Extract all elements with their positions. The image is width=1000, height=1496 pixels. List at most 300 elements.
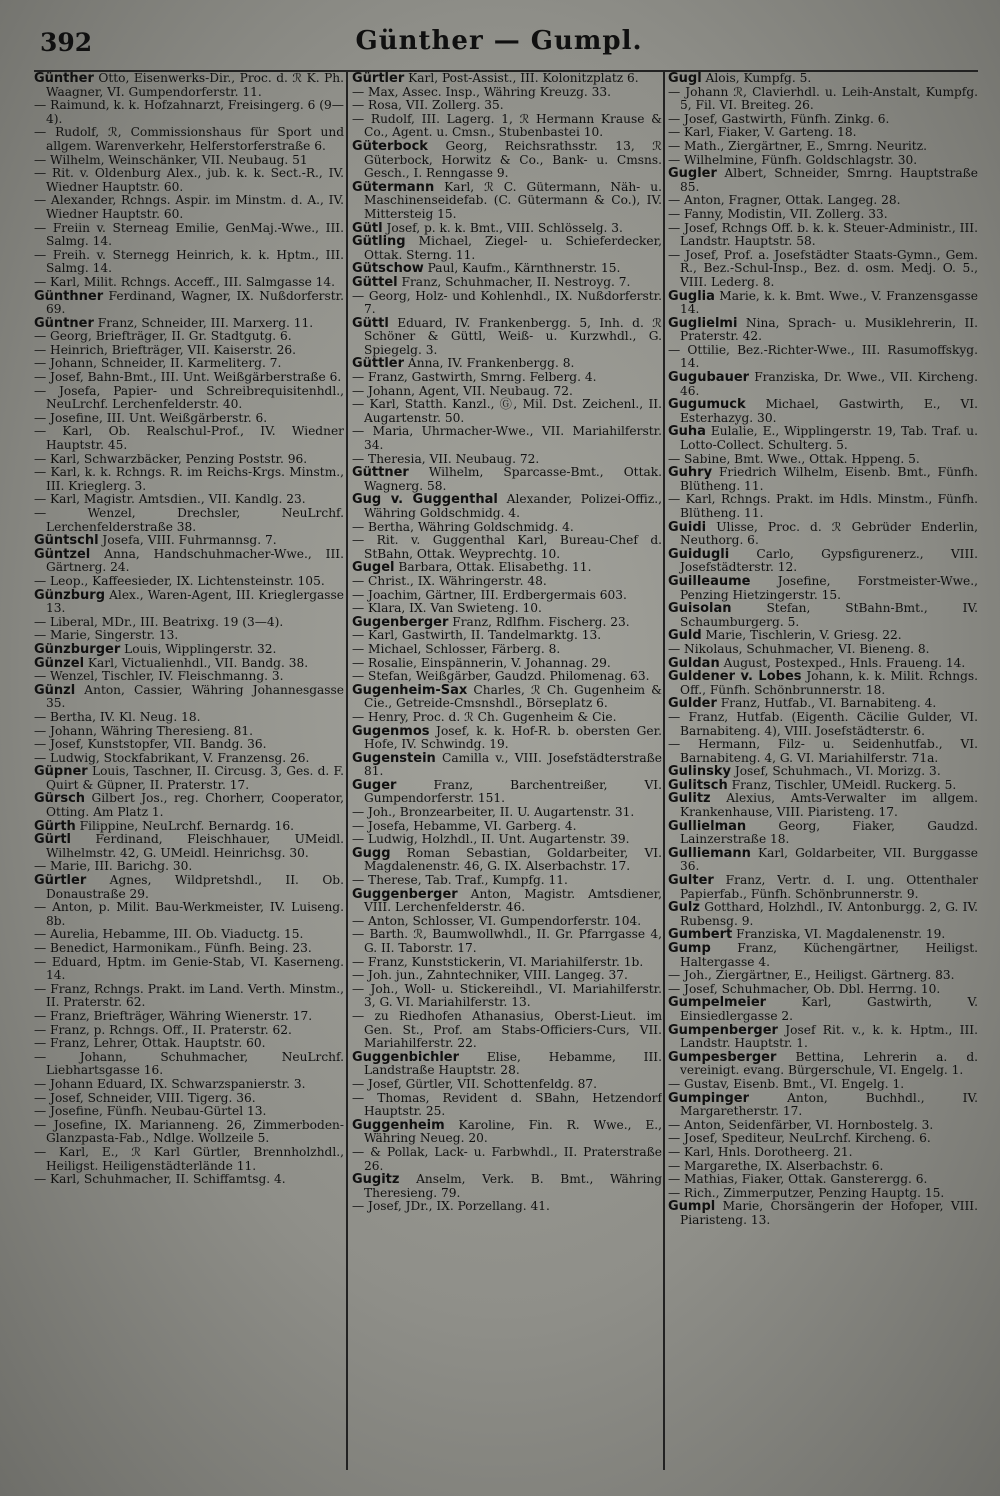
entry-details: — Ludwig, Holzhdl., II. Unt. Augartenstr. 39.	[352, 832, 630, 847]
entry-surname: Günzl	[34, 682, 76, 698]
entry-details: — Karl, Statth. Kanzl., Ⓖ, Mil. Dst. Zeichenl., II. Augartenstr. 50.	[352, 397, 662, 425]
directory-entry	[352, 290, 662, 317]
entry-details: Franz, Hutfab., VI. Barnabiteng. 4.	[716, 696, 937, 711]
directory-entry	[668, 602, 978, 629]
entry-details: — Franz, Kunststickerin, VI. Mariahilferstr. 1b.	[352, 954, 644, 969]
entry-details: — Bertha, IV. Kl. Neug. 18.	[34, 709, 201, 724]
directory-entry	[34, 317, 344, 331]
entry-surname: Guglielmi	[668, 315, 738, 331]
entry-details: Bettina, Lehrerin a. d. vereinigt. evang. Bürgerschule, VI. Engelg. 1.	[680, 1049, 978, 1078]
entry-details: Franz, Schneider, III. Marxerg. 11.	[93, 315, 314, 330]
entry-details: Louis, Wipplingerstr. 32.	[120, 641, 277, 656]
entry-details: — Karl, E., ℛ Karl Gürtler, Brennholzhdl., Heiligst. Heiligenstädterlände 11.	[34, 1144, 344, 1173]
entry-details: — Karl, Milit. Rchngs. Acceff., III. Salmgasse 14.	[34, 274, 336, 289]
entry-surname: Gugel	[352, 560, 395, 576]
directory-entry	[34, 738, 344, 752]
entry-details: — Johann, Schuhmacher, NeuLrchf. Liebhartsgasse 16.	[34, 1049, 344, 1078]
entry-details: Filippine, NeuLrchf. Bernardg. 16.	[75, 818, 294, 833]
entry-details: — Josefine, Fünfh. Neubau-Gürtel 13.	[34, 1104, 267, 1119]
entry-details: — Josefine, IX. Marianneng. 26, Zimmerboden-Glanzpasta-Fab., Ndlge. Wollzeile 5.	[34, 1117, 344, 1146]
directory-entry	[34, 1105, 344, 1119]
entry-surname: Güterbock	[352, 138, 428, 154]
entry-surname: Gulinsky	[668, 764, 731, 780]
entry-details: — Math., Ziergärtner, E., Smrng. Neuritz.	[668, 138, 927, 153]
entry-details: — Ludwig, Stockfabrikant, V. Franzensg. 26.	[34, 750, 310, 765]
directory-entry	[34, 1051, 344, 1078]
entry-surname: Güttner	[352, 465, 409, 481]
entry-surname: Günzburger	[34, 641, 121, 657]
entry-details: Barbara, Ottak. Elisabethg. 11.	[394, 560, 592, 575]
directory-entry	[668, 901, 978, 928]
directory-entry	[668, 1051, 978, 1078]
entry-surname: Guger	[352, 777, 397, 793]
entry-details: — Josef, Prof. a. Josefstädter Staats-Gymn., Gem. R., Bez.-Schul-Insp., Bez. d. osm. Medj. O. 5., VIII. Lederg. 8.	[668, 247, 978, 289]
entry-details: — Wenzel, Drechsler, NeuLrchf. Lerchenfelderstraße 38.	[34, 506, 344, 534]
entry-details: — Karl, Schwarzbäcker, Penzing Poststr. 96.	[34, 451, 308, 466]
directory-entry	[352, 1092, 662, 1119]
directory-entry	[352, 1078, 662, 1092]
entry-details: — Josef, Gürtler, VII. Schottenfeldg. 87.	[352, 1076, 597, 1091]
entry-details: — Johann, Agent, VII. Neubaug. 72.	[352, 383, 573, 398]
entry-details: Josef, k. k. Hof-R. b. obersten Ger. Hofe, IV. Schwindg. 19.	[364, 723, 662, 752]
entry-surname: Gütermann	[352, 179, 435, 195]
entry-surname: Gulz	[668, 900, 700, 916]
entry-details: Michael, Ziegel- u. Schieferdecker, Ottak. Sterng. 11.	[364, 234, 662, 262]
entry-details: Nina, Sprach- u. Musiklehrerin, II. Praterstr. 42.	[680, 315, 978, 344]
entry-details: Friedrich Wilhelm, Eisenb. Bmt., Fünfh. Blütheng. 11.	[680, 465, 978, 493]
entry-details: — Margarethe, IX. Alserbachstr. 6.	[668, 1158, 884, 1173]
directory-entry	[352, 1200, 662, 1214]
directory-entry	[668, 222, 978, 249]
entry-details: — Franz, Gastwirth, Smrng. Felberg. 4.	[352, 370, 597, 385]
directory-entry	[352, 915, 662, 929]
directory-entry	[34, 276, 344, 290]
directory-entry	[34, 1024, 344, 1038]
entry-details: Josef, p. k. k. Bmt., VIII. Schlösselg. 3.	[382, 220, 623, 235]
directory-entry	[352, 779, 662, 806]
directory-entry	[668, 371, 978, 398]
directory-entry	[34, 466, 344, 493]
entry-details: — Rudolf, III. Lagerg. 1, ℛ Hermann Krause & Co., Agent. u. Cmsn., Stubenbastei 10.	[352, 111, 662, 140]
entry-details: Marie, Tischlerin, V. Griesg. 22.	[701, 628, 902, 643]
entry-surname: Gumpinger	[668, 1090, 750, 1106]
directory-entry	[668, 398, 978, 425]
entry-details: — Maria, Uhrmacher-Wwe., VII. Mariahilferstr. 34.	[352, 424, 662, 453]
directory-entry	[668, 928, 978, 942]
entry-details: — Josefa, Hebamme, VI. Garberg. 4.	[352, 818, 577, 833]
entry-details: — Rit. v. Oldenburg Alex., jub. k. k. Sect.-R., IV. Wiedner Hauptstr. 60.	[34, 166, 344, 194]
entry-details: — Freih. v. Sternegg Heinrich, k. k. Hptm., III. Salmg. 14.	[34, 247, 344, 276]
entry-surname: Güttel	[352, 274, 398, 290]
entry-details: Georg, Fiaker, Gaudzd. Lainzerstraße 18.	[680, 818, 978, 847]
directory-entry	[34, 222, 344, 249]
directory-entry	[352, 657, 662, 671]
entry-surname: Gulitsch	[668, 777, 728, 793]
entry-details: — Christ., IX. Währingerstr. 48.	[352, 573, 547, 588]
entry-details: Karoline, Fin. R. Wwe., E., Währing Neueg. 20.	[364, 1117, 662, 1146]
entry-surname: Guldan	[668, 655, 720, 671]
directory-entry	[34, 616, 344, 630]
entry-details: Franz, Rdlfhm. Fischerg. 23.	[448, 614, 630, 629]
directory-entry	[34, 901, 344, 928]
entry-details: Anton, Buchhdl., IV. Margaretherstr. 17.	[680, 1090, 978, 1119]
entry-surname: Güttl	[352, 315, 389, 331]
directory-entry	[34, 670, 344, 684]
directory-entry	[34, 792, 344, 819]
directory-entry	[34, 548, 344, 575]
directory-entry	[352, 629, 662, 643]
directory-entry	[34, 1146, 344, 1173]
entry-details: Eulalie, E., Wipplingerstr. 19, Tab. Traf. u. Lotto-Collect. Schulterg. 5.	[680, 424, 978, 453]
entry-details: Marie, k. k. Bmt. Wwe., V. Franzensgasse 14.	[680, 288, 978, 317]
directory-entry	[34, 99, 344, 126]
entry-details: — Bertha, Währing Goldschmidg. 4.	[352, 519, 574, 534]
entry-surname: Gugenmos	[352, 723, 430, 739]
directory-entry	[34, 330, 344, 344]
directory-entry	[352, 1010, 662, 1051]
entry-surname: Gug v. Guggenthal	[352, 492, 498, 508]
entry-details: — Josef, Kunststopfer, VII. Bandg. 36.	[34, 737, 267, 752]
entry-details: Marie, Chorsängerin der Hofoper, VIII. Piaristeng. 13.	[680, 1199, 978, 1227]
directory-entry	[668, 453, 978, 467]
entry-details: — Josef, Spediteur, NeuLrchf. Kircheng. 6.	[668, 1131, 931, 1146]
entry-surname: Güttler	[352, 356, 405, 372]
entry-details: Josef Rit. v., k. k. Hptm., III. Landstr. Hauptstr. 1.	[680, 1022, 978, 1051]
entry-details: Franz, Barchentreißer, VI. Gumpendorferstr. 151.	[364, 777, 662, 806]
directory-entry	[352, 113, 662, 140]
entry-surname: Günzburg	[34, 587, 106, 603]
directory-entry	[668, 194, 978, 208]
entry-details: Anna, Handschuhmacher-Wwe., III. Gärtnerg. 24.	[46, 546, 344, 575]
column-1	[34, 72, 344, 1472]
entry-details: Anna, IV. Frankenbergg. 8.	[404, 356, 575, 371]
entry-surname: Gütl	[352, 220, 383, 236]
directory-entry	[668, 697, 978, 711]
directory-entry	[668, 208, 978, 222]
entry-surname: Guggenbichler	[352, 1049, 460, 1065]
directory-entry	[668, 344, 978, 371]
entry-details: Franz, Schuhmacher, II. Nestroyg. 7.	[397, 274, 631, 289]
directory-entry	[34, 167, 344, 194]
directory-entry	[352, 99, 662, 113]
entry-details: Franz, Vertr. d. I. ung. Ottenthaler Papierfab., Fünfh. Schönbrunnerstr. 9.	[680, 873, 978, 901]
directory-entry	[668, 575, 978, 602]
entry-details: Ulisse, Proc. d. ℛ Gebrüder Enderlin, Neuthorg. 6.	[680, 519, 978, 548]
entry-details: Louis, Taschner, II. Circusg. 3, Ges. d. F. Quirt & Güpner, II. Praterstr. 17.	[46, 764, 344, 792]
directory-entry	[668, 521, 978, 548]
entry-details: — Joh., Ziergärtner, E., Heiligst. Gärtnerg. 83.	[668, 968, 955, 983]
entry-details: — Hermann, Filz- u. Seidenhutfab., VI. Barnabiteng. 4, G. VI. Mariahilferstr. 71a.	[668, 737, 978, 765]
directory-entry	[352, 820, 662, 834]
directory-entry	[352, 357, 662, 371]
directory-entry	[34, 643, 344, 657]
entry-details: — & Pollak, Lack- u. Farbwhdl., II. Praterstraße 26.	[352, 1144, 662, 1173]
entry-details: — Josef, Schneider, VIII. Tigerg. 36.	[34, 1090, 256, 1105]
column-2	[352, 72, 662, 1472]
entry-details: — Karl, Gastwirth, II. Tandelmarktg. 13.	[352, 628, 602, 643]
directory-entry	[668, 154, 978, 168]
directory-entry	[668, 765, 978, 779]
directory-entry	[668, 86, 978, 113]
entry-details: — Georg, Holz- und Kohlenhdl., IX. Nußdorferstr. 7.	[352, 288, 662, 317]
entry-details: — Franz, Briefträger, Währing Wienerstr. 17.	[34, 1008, 313, 1023]
directory-entry	[668, 942, 978, 969]
directory-entry	[352, 86, 662, 100]
directory-entry	[352, 1119, 662, 1146]
directory-entry	[352, 888, 662, 915]
entry-details: — Klara, IX. Van Swieteng. 10.	[352, 601, 542, 616]
entry-details: Karl, ℛ C. Gütermann, Näh- u. Maschinenseidefab. (C. Gütermann & Co.), IV. Mittersteig 15.	[364, 179, 662, 221]
entry-details: Anton, Cassier, Währing Johannesgasse 35.	[46, 682, 344, 711]
entry-details: Gilbert Jos., reg. Chorherr, Cooperator, Otting. Am Platz 1.	[46, 791, 344, 820]
directory-entry	[668, 140, 978, 154]
entry-details: Otto, Eisenwerks-Dir., Proc. d. ℛ K. Ph. Waagner, VI. Gumpendorferstr. 11.	[46, 72, 344, 99]
directory-entry	[34, 942, 344, 956]
directory-entry	[668, 874, 978, 901]
entry-details: — Franz, p. Rchngs. Off., II. Praterstr. 62.	[34, 1022, 292, 1037]
directory-entry	[668, 1092, 978, 1119]
directory-entry	[668, 113, 978, 127]
entry-details: Ferdinand, Fleischhauer, UMeidl. Wilhelmstr. 42, G. UMeidl. Heinrichsg. 30.	[46, 832, 344, 860]
entry-surname: Günthner	[34, 288, 104, 304]
entry-details: Alexander, Polizei-Offiz., Währing Goldschmidg. 4.	[364, 492, 662, 520]
directory-entry	[668, 317, 978, 344]
entry-surname: Gugg	[352, 845, 391, 861]
entry-details: August, Postexped., Hnls. Fraueng. 14.	[719, 655, 966, 670]
entry-details: — Joh., Bronzearbeiter, II. U. Augartenstr. 31.	[352, 805, 635, 820]
entry-details: — Karl, Fiaker, V. Garteng. 18.	[668, 125, 857, 140]
entry-details: — Max, Assec. Insp., Währing Kreuzg. 33.	[352, 84, 612, 99]
entry-details: — Josef, Gastwirth, Fünfh. Zinkg. 6.	[668, 111, 890, 126]
entry-surname: Guggenheim	[352, 1117, 445, 1133]
entry-surname: Guidi	[668, 519, 707, 535]
directory-entry	[352, 398, 662, 425]
entry-details: — Anton, Seidenfärber, VI. Hornbostelg. 3.	[668, 1117, 934, 1132]
entry-surname: Gürsch	[34, 791, 86, 807]
directory-entry	[668, 657, 978, 671]
directory-entry	[34, 72, 344, 99]
entry-surname: Gumpl	[668, 1199, 716, 1215]
directory-entry	[34, 249, 344, 276]
directory-entry	[34, 589, 344, 616]
directory-entry	[668, 290, 978, 317]
entry-surname: Gumpesberger	[668, 1049, 777, 1065]
entry-details: Franz, Küchengärtner, Heiligst. Haltergasse 4.	[680, 941, 978, 969]
entry-details: — Raimund, k. k. Hofzahnarzt, Freisingerg. 6 (9—4).	[34, 98, 344, 126]
entry-details: — Stefan, Weißgärber, Gaudzd. Philomenag. 63.	[352, 669, 650, 684]
running-head: Günther — Gumpl.	[355, 26, 643, 56]
entry-details: — Josef, Schuhmacher, Ob. Dbl. Herrng. 10.	[668, 981, 941, 996]
entry-details: — Karl, Rchngs. Prakt. im Hdls. Minstm., Fünfh. Blütheng. 11.	[668, 492, 978, 520]
entry-details: — Josef, Bahn-Bmt., III. Unt. Weißgärberstraße 6.	[34, 370, 342, 385]
directory-entry	[352, 72, 662, 86]
entry-details: — Franz, Hutfab. (Eigenth. Cäcilie Gulder, VI. Barnabiteng. 4), VIII. Josefstädterstr. 6.	[668, 709, 978, 738]
entry-details: Johann, k. k. Milit. Rchngs. Off., Fünfh. Schönbrunnerstr. 18.	[680, 669, 978, 697]
directory-entry	[34, 983, 344, 1010]
entry-details: — Eduard, Hptm. im Genie-Stab, VI. Kaserneng. 14.	[34, 954, 344, 983]
directory-entry	[34, 126, 344, 153]
directory-entry	[34, 194, 344, 221]
entry-details: Agnes, Wildpretshdl., II. Ob. Donaustraße 29.	[46, 873, 344, 901]
entry-surname: Gütschow	[352, 261, 424, 277]
entry-details: — Anton, Schlosser, VI. Gumpendorferstr. 104.	[352, 913, 642, 928]
entry-surname: Güntschl	[34, 533, 99, 549]
directory-entry	[34, 1010, 344, 1024]
entry-details: — zu Riedhofen Athanasius, Oberst-Lieut. im Gen. St., Prof. am Stabs-Officiers-Curs, VII. Mariahilferstr. 22.	[352, 1008, 662, 1051]
entry-details: — Marie, Singerstr. 13.	[34, 628, 179, 643]
directory-entry	[34, 412, 344, 426]
directory-entry	[668, 779, 978, 793]
entry-surname: Gugl	[668, 72, 702, 86]
directory-entry	[352, 616, 662, 630]
directory-entry	[352, 561, 662, 575]
entry-surname: Gulder	[668, 696, 717, 712]
entry-details: — Johann ℛ, Clavierhdl. u. Leih-Anstalt, Kumpfg. 5, Fil. VI. Breiteg. 26.	[668, 84, 978, 113]
entry-details: Franziska, VI. Magdalenenstr. 19.	[732, 927, 946, 942]
entry-details: — Gustav, Eisenb. Bmt., VI. Engelg. 1.	[668, 1076, 905, 1091]
entry-details: Eduard, IV. Frankenbergg. 5, Inh. d. ℛ Schöner & Güttl, Weiß- u. Kurzwhdl., G. Spiegelg. 3.	[364, 315, 662, 357]
directory-entry	[668, 1187, 978, 1201]
entry-surname: Guglia	[668, 288, 715, 304]
entry-surname: Guha	[668, 424, 706, 440]
directory-entry	[668, 1173, 978, 1187]
entry-details: — Wilhelmine, Fünfh. Goldschlagstr. 30.	[668, 152, 918, 167]
entry-details: Karl, Goldarbeiter, VII. Burggasse 36.	[680, 845, 978, 874]
directory-entry	[668, 643, 978, 657]
entry-details: Michael, Gastwirth, E., VI. Esterhazyg. 30.	[680, 397, 978, 425]
directory-entry	[668, 847, 978, 874]
directory-entry	[34, 860, 344, 874]
directory-entry	[34, 507, 344, 534]
directory-entry	[668, 548, 978, 575]
entry-details: — Wilhelm, Weinschänker, VII. Neubaug. 51	[34, 152, 308, 167]
entry-details: — Franz, Rchngs. Prakt. im Land. Verth. Minstm., II. Praterstr. 62.	[34, 981, 344, 1010]
entry-surname: Günzel	[34, 655, 85, 671]
entry-details: — Karl, Magistr. Amtsdien., VII. Kandlg. 23.	[34, 492, 306, 507]
entry-details: — Josefa, Papier- und Schreibrequisitenhdl., NeuLrchf. Lerchenfelderstr. 40.	[34, 383, 344, 412]
entry-details: Roman Sebastian, Goldarbeiter, VI. Magdalenenstr. 46, G. IX. Alserbachstr. 17.	[364, 845, 662, 874]
entry-details: — Rit. v. Guggenthal Karl, Bureau-Chef d. StBahn, Ottak. Weyprechtg. 10.	[352, 533, 662, 561]
entry-details: Alex., Waren-Agent, III. Krieglergasse 13.	[46, 587, 344, 616]
entry-details: Alois, Kumpfg. 5.	[701, 72, 812, 85]
directory-entry	[34, 357, 344, 371]
entry-details: — Karl, Ob. Realschul-Prof., IV. Wiedner Hauptstr. 45.	[34, 424, 344, 453]
directory-entry	[352, 276, 662, 290]
entry-surname: Gump	[668, 941, 711, 956]
column-divider	[663, 72, 665, 1470]
directory-entry	[352, 684, 662, 711]
entry-details: — Alexander, Rchngs. Aspir. im Minstm. d. A., IV. Wiedner Hauptstr. 60.	[34, 193, 344, 221]
directory-entry	[34, 765, 344, 792]
directory-entry	[34, 629, 344, 643]
entry-details: — Johann, Schneider, II. Karmeliterg. 7.	[34, 356, 282, 371]
directory-entry	[352, 833, 662, 847]
entry-details: Franziska, Dr. Wwe., VII. Kircheng. 46.	[680, 370, 978, 398]
entry-details: Charles, ℛ Ch. Gugenheim & Cie., Getreide-Cmsnshdl., Börseplatz 6.	[364, 682, 662, 711]
entry-details: — Wenzel, Tischler, IV. Fleischmanng. 3.	[34, 669, 284, 684]
entry-details: Anton, Magistr. Amtsdiener, VIII. Lerchenfelderstr. 46.	[364, 886, 662, 915]
directory-entry	[34, 425, 344, 452]
directory-entry	[668, 167, 978, 194]
directory-entry	[352, 140, 662, 181]
entry-surname: Gugenberger	[352, 614, 449, 630]
entry-surname: Guisolan	[668, 601, 732, 617]
entry-details: — Georg, Briefträger, II. Gr. Stadtgutg. 6.	[34, 329, 292, 344]
directory-entry	[668, 1146, 978, 1160]
entry-details: Georg, Reichsrathsstr. 13, ℛ Güterbock, Horwitz & Co., Bank- u. Cmsns. Gesch., I. Renngasse 9.	[364, 138, 662, 181]
entry-surname: Guhry	[668, 465, 713, 481]
entry-details: — Anton, p. Milit. Bau-Werkmeister, IV. Luiseng. 8b.	[34, 900, 344, 928]
directory-entry	[34, 752, 344, 766]
directory-entry	[34, 453, 344, 467]
directory-entry	[34, 371, 344, 385]
entry-details: — Aurelia, Hebamme, III. Ob. Viaductg. 15.	[34, 927, 304, 942]
directory-entry	[668, 249, 978, 290]
entry-details: — Nikolaus, Schuhmacher, VI. Bieneng. 8.	[668, 641, 930, 656]
entry-details: Karl, Gastwirth, V. Einsiedlergasse 2.	[680, 995, 978, 1023]
entry-details: — Josef, JDr., IX. Porzellang. 41.	[352, 1199, 550, 1214]
entry-surname: Gugenstein	[352, 750, 436, 766]
entry-details: Elise, Hebamme, III. Landstraße Hauptstr. 28.	[364, 1049, 662, 1078]
directory-entry	[352, 371, 662, 385]
entry-surname: Guggenberger	[352, 886, 458, 902]
entry-surname: Guldener v. Lobes	[668, 669, 802, 685]
entry-details: — Joachim, Gärtner, III. Erdbergermais 603.	[352, 587, 627, 602]
entry-surname: Gulliemann	[668, 845, 751, 861]
entry-details: — Joh. jun., Zahntechniker, VIII. Langeg. 37.	[352, 968, 628, 983]
directory-entry	[352, 847, 662, 874]
entry-surname: Gullielman	[668, 818, 747, 834]
page-header	[38, 26, 960, 66]
directory-entry	[668, 1200, 978, 1227]
directory-entry	[668, 792, 978, 819]
directory-entry	[352, 928, 662, 955]
entry-details: — Liberal, MDr., III. Beatrixg. 19 (3—4).	[34, 614, 284, 629]
directory-entry	[34, 1078, 344, 1092]
directory-entry	[352, 466, 662, 493]
directory-entry	[352, 589, 662, 603]
entry-details: — Theresia, VII. Neubaug. 72.	[352, 451, 540, 466]
directory-entry	[668, 493, 978, 520]
entry-details: — Rich., Zimmerputzer, Penzing Hauptg. 15.	[668, 1185, 945, 1200]
directory-entry	[668, 711, 978, 738]
entry-surname: Gürtler	[352, 72, 405, 86]
entry-details: — Henry, Proc. d. ℛ Ch. Gugenheim & Cie.	[352, 709, 617, 724]
entry-details: — Barth. ℛ, Baumwollwhdl., II. Gr. Pfarrgasse 4, G. II. Taborstr. 17.	[352, 927, 662, 955]
entry-details: Wilhelm, Sparcasse-Bmt., Ottak. Wagnerg. 58.	[364, 465, 662, 493]
entry-surname: Gürtl	[34, 832, 72, 848]
directory-entry	[352, 752, 662, 779]
entry-details: Camilla v., VIII. Josefstädterstraße 81.	[364, 750, 662, 779]
directory-entry	[34, 344, 344, 358]
directory-entry	[352, 222, 662, 236]
entry-details: Josefa, VIII. Fuhrmannsg. 7.	[98, 533, 277, 548]
entry-details: Carlo, Gypsfigurenerz., VIII. Josefstädterstr. 12.	[680, 546, 978, 575]
entry-details: — Anton, Fragner, Ottak. Langeg. 28.	[668, 193, 901, 208]
entry-surname: Gugler	[668, 166, 717, 182]
directory-entry	[34, 493, 344, 507]
entry-surname: Günther	[34, 72, 94, 86]
directory-entry	[352, 1146, 662, 1173]
directory-entry	[352, 385, 662, 399]
entry-surname: Gugitz	[352, 1172, 400, 1188]
directory-entry	[668, 629, 978, 643]
directory-entry	[352, 983, 662, 1010]
directory-entry	[352, 1051, 662, 1078]
directory-entry	[34, 534, 344, 548]
directory-entry	[668, 670, 978, 697]
directory-entry	[352, 1173, 662, 1200]
